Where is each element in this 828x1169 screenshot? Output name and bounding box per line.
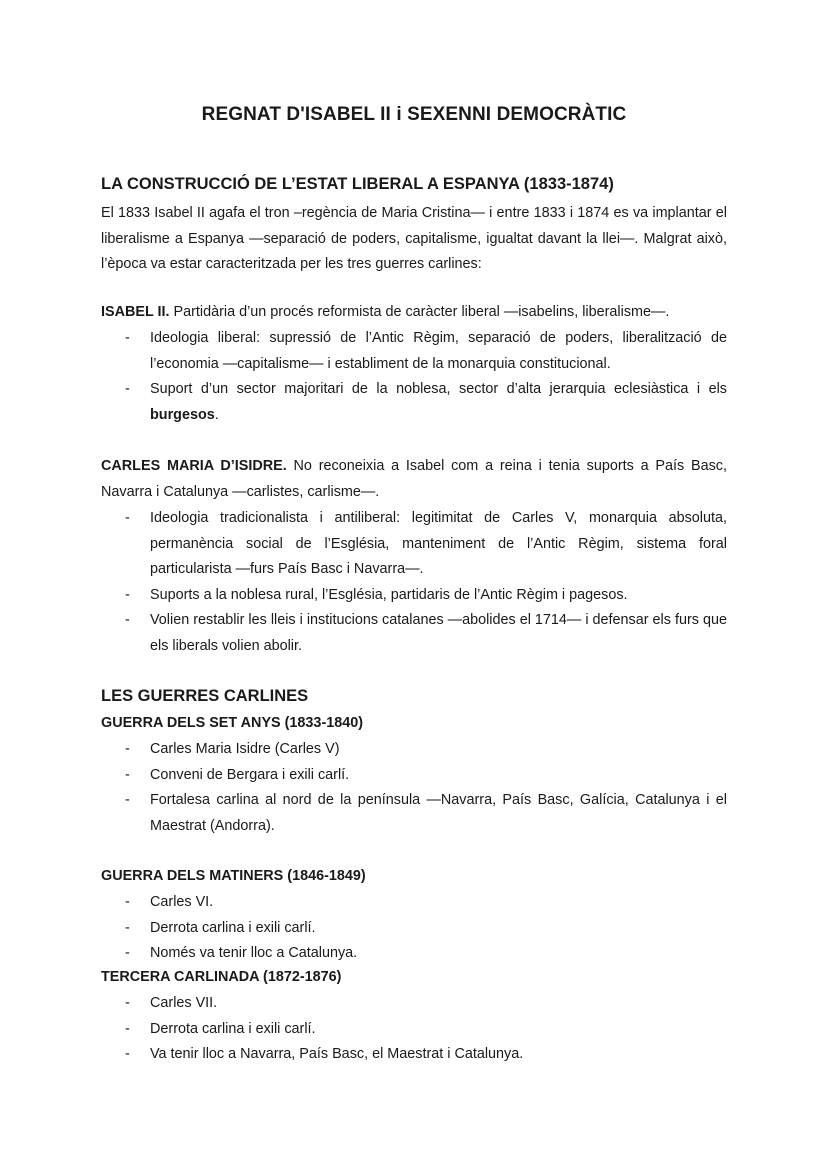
carles-text: No reconeixia a Isabel com a reina i tenia suports a País Basc, Navarra i Catalunya —carlistes, carlisme—.: [101, 458, 727, 500]
list-item: - Derrota carlina i exili carlí.: [101, 1017, 727, 1043]
section-heading-guerres-carlines: LES GUERRES CARLINES: [101, 687, 309, 705]
list-item: - Suports a la noblesa rural, l’Església, partidaris de l’Antic Règim i pagesos.: [101, 583, 727, 609]
war1-list: [101, 737, 727, 839]
list-dash: -: [125, 995, 130, 1011]
war3-list: [101, 991, 727, 1068]
list-dash: -: [125, 741, 130, 757]
document-title: REGNAT D'ISABEL II i SEXENNI DEMOCRÀTIC: [201, 104, 627, 125]
list-item: - Derrota carlina i exili carlí.: [101, 916, 727, 942]
section-heading-estat-liberal: LA CONSTRUCCIÓ DE L’ESTAT LIBERAL A ESPANYA (1833-1874): [101, 175, 614, 193]
list-item: - Carles VI.: [101, 890, 727, 916]
list-item: - Volien restablir les lleis i institucions catalanes —abolides el 1714— i defensar els furs que els liberals volien abolir.: [101, 608, 727, 659]
war1-heading: GUERRA DELS SET ANYS (1833-1840): [101, 715, 364, 731]
list-item: - Suport d’un sector majoritari de la noblesa, sector d’alta jerarquia eclesiàstica i els burgesos.: [101, 377, 727, 428]
list-dash: -: [125, 381, 130, 397]
isabel-list: [101, 326, 727, 428]
list-dash: -: [125, 510, 130, 526]
list-dash: -: [125, 919, 130, 936]
war2-heading: GUERRA DELS MATINERS (1846-1849): [101, 868, 366, 884]
list-dash: -: [125, 586, 130, 603]
carles-paragraph: [101, 454, 727, 505]
list-dash: -: [125, 1046, 130, 1062]
isabel-label: ISABEL II.: [101, 304, 170, 320]
list-dash: -: [125, 330, 130, 346]
list-item: - Conveni de Bergara i exili carlí.: [101, 763, 727, 789]
list-dash: -: [125, 612, 130, 628]
list-dash: -: [125, 792, 130, 808]
list-item: - Fortalesa carlina al nord de la península —Navarra, País Basc, Galícia, Catalunya i el Maestrat (Andorra).: [101, 788, 727, 839]
list-dash: -: [125, 894, 130, 910]
list-item: - Carles Maria Isidre (Carles V): [101, 737, 727, 763]
list-dash: -: [125, 766, 130, 783]
list-item: - Va tenir lloc a Navarra, País Basc, el Maestrat i Catalunya.: [101, 1042, 727, 1068]
isabel-paragraph: [101, 300, 727, 326]
list-dash: -: [125, 945, 130, 961]
carles-list: [101, 506, 727, 659]
list-item: - Carles VII.: [101, 991, 727, 1017]
isabel-text: Partidària d’un procés reformista de caràcter liberal —isabelins, liberalisme—.: [169, 304, 670, 320]
intro-paragraph: El 1833 Isabel II agafa el tron –regència de Maria Cristina— i entre 1833 i 1874 es va implantar el liberalisme a Espanya —separació de poders, capitalisme, igualtat davant la llei—. Malgrat això, l’època va estar caracteritzada per les tres guerres carlines:: [101, 205, 727, 272]
carles-label: CARLES MARIA D’ISIDRE.: [101, 458, 287, 474]
war2-list: [101, 890, 727, 967]
burgesos-bold: burgesos: [150, 406, 215, 423]
list-dash: -: [125, 1020, 130, 1037]
list-item: - Ideologia tradicionalista i antiliberal: legitimitat de Carles V, monarquia absoluta, permanència social de l’Església, manteniment de l’Antic Règim, sistema foral particularista —furs País Basc i Navarra—.: [101, 506, 727, 583]
war3-heading: TERCERA CARLINADA (1872-1876): [101, 969, 342, 985]
list-item: - Només va tenir lloc a Catalunya.: [101, 941, 727, 967]
list-item: - Ideologia liberal: supressió de l’Antic Règim, separació de poders, liberalització de l’economia —capitalisme— i establiment de la monarquia constitucional.: [101, 326, 727, 377]
